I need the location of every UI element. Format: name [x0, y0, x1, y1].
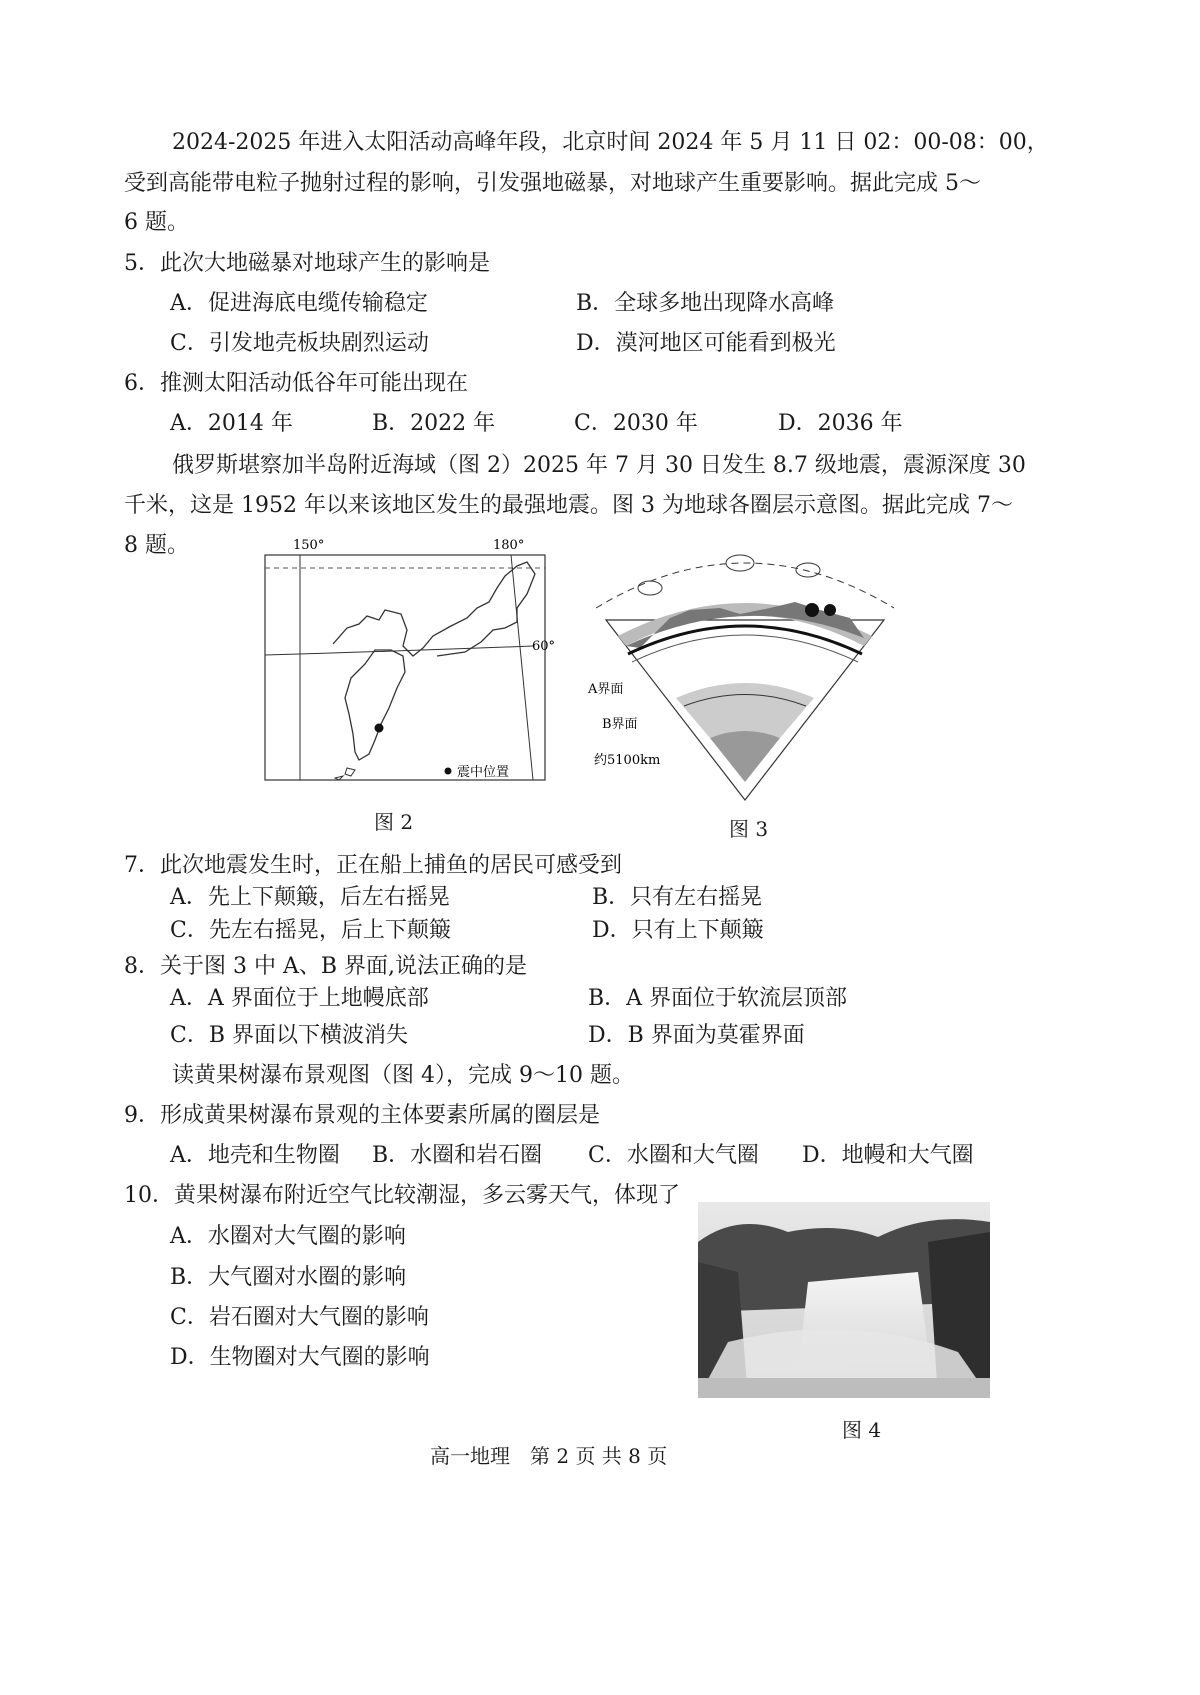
q9-option-b: B．水圈和岩石圈: [372, 1143, 543, 1168]
q8-option-a: A．A 界面位于上地幔底部: [170, 986, 429, 1011]
label-depth: 约5100km: [594, 753, 661, 768]
figure4-caption: 图 4: [842, 1418, 882, 1442]
q5-option-a: A．促进海底电缆传输稳定: [170, 291, 428, 316]
q6-option-c: C．2030 年: [574, 411, 698, 436]
q6-stem: 6．推测太阳活动低谷年可能出现在: [124, 371, 468, 396]
q7-option-c: C．先左右摇晃，后上下颠簸: [170, 918, 451, 943]
intro2-line1: 俄罗斯堪察加半岛附近海域（图 2）2025 年 7 月 30 日发生 8.7 级地震，震源深度 30: [172, 453, 1026, 478]
q6-option-d: D．2036 年: [778, 411, 903, 436]
q10-option-d: D．生物圈对大气圈的影响: [170, 1345, 430, 1370]
core: [710, 731, 780, 782]
figure3-caption: 图 3: [729, 817, 769, 841]
q5-stem: 5．此次大地磁暴对地球产生的影响是: [124, 251, 490, 276]
q8-stem: 8．关于图 3 中 A、B 界面,说法正确的是: [124, 954, 528, 979]
q9-option-c: C．水圈和大气圈: [588, 1143, 759, 1168]
q8-option-b: B．A 界面位于软流层顶部: [588, 986, 848, 1011]
q7-stem: 7．此次地震发生时，正在船上捕鱼的居民可感受到: [124, 853, 622, 878]
label-A: A界面: [588, 682, 624, 697]
q10-option-b: B．大气圈对水圈的影响: [170, 1265, 407, 1290]
q5-option-b: B．全球多地出现降水高峰: [576, 291, 835, 316]
q7-option-a: A．先上下颠簸，后左右摇晃: [170, 885, 450, 910]
intro2-line3: 8 题。: [124, 533, 189, 558]
q10-stem: 10．黄果树瀑布附近空气比较潮湿，多云雾天气，体现了: [124, 1183, 680, 1208]
label-60: 60°: [532, 639, 555, 654]
epicenter-marker: [375, 724, 384, 733]
intro1-line1: 2024-2025 年进入太阳活动高峰年段，北京时间 2024 年 5 月 11 日 02：00-08：00，: [172, 130, 1049, 155]
q6-option-a: A．2014 年: [170, 411, 293, 436]
q7-option-d: D．只有上下颠簸: [592, 918, 764, 943]
q9-option-a: A．地壳和生物圈: [170, 1143, 340, 1168]
figure2-caption: 图 2: [374, 810, 414, 834]
intro1-line3: 6 题。: [124, 210, 189, 235]
q10-option-a: A．水圈对大气圈的影响: [170, 1224, 406, 1249]
figure2-map: [255, 538, 555, 788]
legend-label: 震中位置: [457, 765, 510, 780]
page-footer: 高一地理 第 2 页 共 8 页: [430, 1444, 668, 1468]
mantle-band: [676, 683, 814, 738]
legend-dot: [445, 768, 452, 775]
cloud-icon: [638, 581, 662, 595]
intro3: 读黄果树瀑布景观图（图 4），完成 9～10 题。: [172, 1063, 634, 1088]
atmosphere-boundary: [596, 563, 894, 608]
q10-option-c: C．岩石圈对大气圈的影响: [170, 1305, 429, 1330]
figure4-waterfall-photo: [698, 1202, 990, 1398]
q8-option-d: D．B 界面为莫霍界面: [588, 1023, 805, 1048]
tree-icon: [824, 604, 836, 616]
label-150: 150°: [293, 538, 325, 553]
cloud-icon: [796, 563, 820, 577]
q7-option-b: B．只有左右摇晃: [592, 885, 763, 910]
figure3-diagram: [580, 538, 910, 808]
q6-option-b: B．2022 年: [372, 411, 496, 436]
intro1-line2: 受到高能带电粒子抛射过程的影响，引发强地磁暴，对地球产生重要影响。据此完成 5～: [124, 171, 981, 196]
q9-stem: 9．形成黄果树瀑布景观的主体要素所属的圈层是: [124, 1103, 600, 1128]
q5-option-d: D．漠河地区可能看到极光: [576, 331, 836, 356]
q8-option-c: C．B 界面以下横波消失: [170, 1023, 408, 1048]
intro2-line2: 千米，这是 1952 年以来该地区发生的最强地震。图 3 为地球各圈层示意图。据此完成 7～: [124, 493, 1013, 518]
q9-option-d: D．地幔和大气圈: [802, 1143, 974, 1168]
pool: [698, 1378, 990, 1398]
label-180: 180°: [493, 538, 525, 553]
label-B: B界面: [602, 717, 638, 732]
q5-option-c: C．引发地壳板块剧烈运动: [170, 331, 429, 356]
tree-icon: [805, 603, 819, 617]
